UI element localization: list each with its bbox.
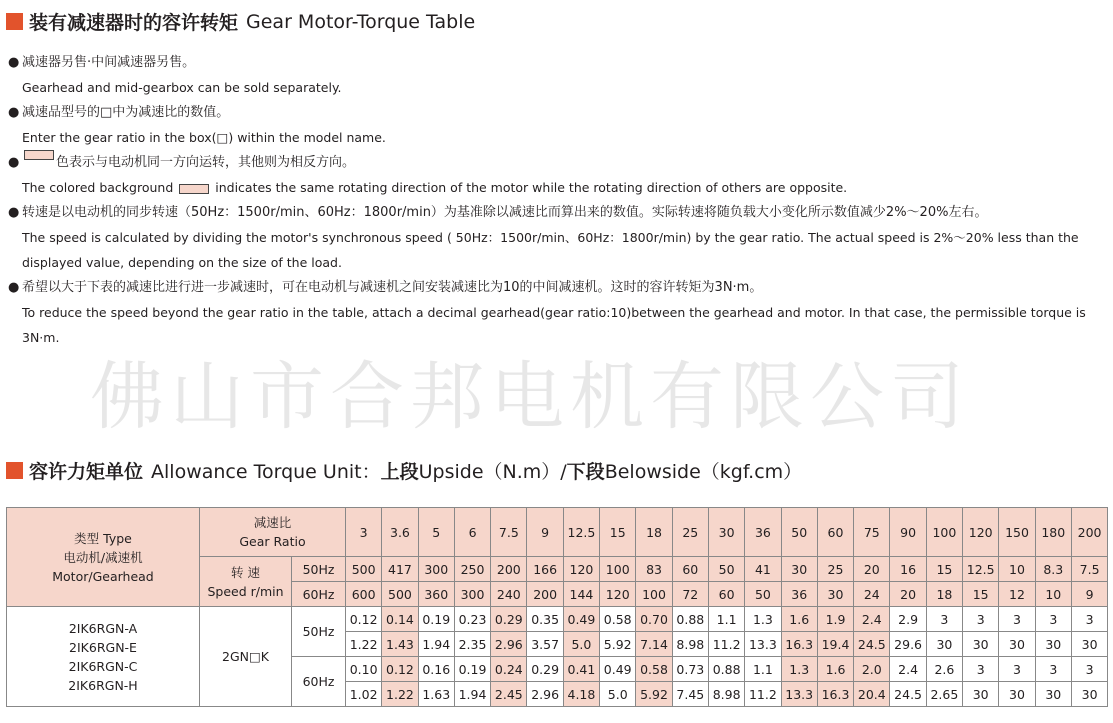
torque-50hz-nm-cell: 0.12 bbox=[346, 607, 382, 632]
torque-50hz-nm-cell: 3 bbox=[1071, 607, 1107, 632]
torque-60hz-nm-cell: 0.41 bbox=[563, 657, 599, 682]
torque-60hz-nm-cell: 1.3 bbox=[781, 657, 817, 682]
speed-60hz-cell: 30 bbox=[817, 582, 853, 607]
speed-50hz-cell: 417 bbox=[382, 557, 418, 582]
gear-ratio-cell: 15 bbox=[600, 508, 636, 557]
torque-50hz-nm-cell: 0.70 bbox=[636, 607, 672, 632]
torque-50hz-nm-cell: 1.9 bbox=[817, 607, 853, 632]
torque-60hz-nm-cell: 3 bbox=[999, 657, 1035, 682]
speed-50hz-cell: 60 bbox=[672, 557, 708, 582]
gear-ratio-cell: 3.6 bbox=[382, 508, 418, 557]
torque-50hz-kgf-cell: 30 bbox=[999, 632, 1035, 657]
torque-50hz-kgf-cell: 11.2 bbox=[708, 632, 744, 657]
torque-60hz-nm-cell: 0.58 bbox=[636, 657, 672, 682]
torque-50hz-nm-cell: 0.49 bbox=[563, 607, 599, 632]
note-en: To reduce the speed beyond the gear ratio in the table, attach a decimal gearhead(gear ratio:10)between the gearhead and motor. In that case, the permissible torque is 3N·m. bbox=[22, 305, 1086, 345]
speed-50hz-cell: 100 bbox=[600, 557, 636, 582]
torque-50hz-kgf-cell: 30 bbox=[1035, 632, 1071, 657]
speed-60hz-cell: 240 bbox=[491, 582, 527, 607]
torque-60hz-kgf-cell: 7.45 bbox=[672, 682, 708, 707]
gear-ratio-cell: 100 bbox=[926, 508, 962, 557]
orange-square-icon bbox=[6, 462, 23, 479]
hz50-row-label: 50Hz bbox=[292, 607, 346, 657]
torque-50hz-kgf-cell: 29.6 bbox=[890, 632, 926, 657]
torque-60hz-kgf-cell: 24.5 bbox=[890, 682, 926, 707]
torque-50hz-nm-cell: 2.4 bbox=[854, 607, 890, 632]
gear-ratio-cell: 5 bbox=[418, 508, 454, 557]
gear-ratio-cell: 18 bbox=[636, 508, 672, 557]
torque-60hz-nm-cell: 0.24 bbox=[491, 657, 527, 682]
torque-50hz-nm-cell: 0.88 bbox=[672, 607, 708, 632]
notes-list bbox=[8, 50, 1108, 350]
gear-ratio-cell: 3 bbox=[346, 508, 382, 557]
speed-50hz-cell: 200 bbox=[491, 557, 527, 582]
gear-ratio-cell: 120 bbox=[963, 508, 999, 557]
speed-60hz-cell: 10 bbox=[1035, 582, 1071, 607]
torque-50hz-kgf-cell: 7.14 bbox=[636, 632, 672, 657]
speed-60hz-cell: 36 bbox=[781, 582, 817, 607]
color-swatch-icon bbox=[24, 150, 54, 160]
gear-ratio-cell: 7.5 bbox=[491, 508, 527, 557]
torque-60hz-kgf-cell: 1.94 bbox=[454, 682, 490, 707]
torque-60hz-kgf-cell: 1.22 bbox=[382, 682, 418, 707]
speed-60hz-cell: 144 bbox=[563, 582, 599, 607]
torque-60hz-kgf-cell: 1.63 bbox=[418, 682, 454, 707]
speed-header: 转 速 Speed r/min bbox=[200, 557, 292, 607]
torque-60hz-nm-cell: 3 bbox=[963, 657, 999, 682]
speed-50hz-cell: 41 bbox=[745, 557, 781, 582]
speed-60hz-cell: 50 bbox=[745, 582, 781, 607]
torque-50hz-nm-cell: 1.3 bbox=[745, 607, 781, 632]
torque-50hz-kgf-cell: 1.43 bbox=[382, 632, 418, 657]
speed-50hz-cell: 25 bbox=[817, 557, 853, 582]
section-title-zh: 装有减速器时的容许转矩 bbox=[29, 12, 239, 34]
torque-50hz-kgf-cell: 1.22 bbox=[346, 632, 382, 657]
speed-60hz-cell: 12 bbox=[999, 582, 1035, 607]
torque-50hz-kgf-cell: 19.4 bbox=[817, 632, 853, 657]
torque-50hz-kgf-cell: 16.3 bbox=[781, 632, 817, 657]
torque-50hz-kgf-cell: 3.57 bbox=[527, 632, 563, 657]
torque-50hz-kgf-cell: 30 bbox=[963, 632, 999, 657]
torque-60hz-kgf-cell: 1.02 bbox=[346, 682, 382, 707]
torque-50hz-nm-cell: 3 bbox=[926, 607, 962, 632]
torque-50hz-nm-cell: 3 bbox=[1035, 607, 1071, 632]
torque-50hz-nm-cell: 2.9 bbox=[890, 607, 926, 632]
torque-60hz-nm-cell: 0.49 bbox=[600, 657, 636, 682]
speed-50hz-cell: 20 bbox=[854, 557, 890, 582]
gear-ratio-cell: 9 bbox=[527, 508, 563, 557]
speed-50hz-cell: 250 bbox=[454, 557, 490, 582]
gear-ratio-cell: 30 bbox=[708, 508, 744, 557]
speed-60hz-cell: 120 bbox=[600, 582, 636, 607]
hz60-row-label: 60Hz bbox=[292, 657, 346, 707]
section-title-gear-motor-torque bbox=[6, 8, 475, 35]
speed-50hz-cell: 8.3 bbox=[1035, 557, 1071, 582]
note-en: Gearhead and mid-gearbox can be sold separately. bbox=[22, 80, 342, 95]
speed-50hz-cell: 300 bbox=[418, 557, 454, 582]
torque-60hz-nm-cell: 0.16 bbox=[418, 657, 454, 682]
note-zh: ● 减速品型号的□中为减速比的数值。 bbox=[8, 105, 230, 120]
unit-text: Belowside（kgf.cm） bbox=[604, 461, 803, 483]
type-header: 类型 Type 电动机/减速机 Motor/Gearhead bbox=[7, 508, 200, 607]
speed-50hz-cell: 83 bbox=[636, 557, 672, 582]
note-en: Enter the gear ratio in the box(□) within the model name. bbox=[22, 130, 386, 145]
torque-50hz-nm-cell: 1.6 bbox=[781, 607, 817, 632]
torque-60hz-nm-cell: 0.73 bbox=[672, 657, 708, 682]
note-zh: ● 色表示与电动机同一方向运转，其他则为相反方向。 bbox=[8, 150, 1108, 175]
color-swatch-icon bbox=[179, 184, 209, 194]
gear-ratio-cell: 6 bbox=[454, 508, 490, 557]
speed-60hz-cell: 300 bbox=[454, 582, 490, 607]
speed-60hz-cell: 24 bbox=[854, 582, 890, 607]
torque-50hz-nm-cell: 0.19 bbox=[418, 607, 454, 632]
speed-60hz-cell: 200 bbox=[527, 582, 563, 607]
torque-60hz-nm-cell: 2.6 bbox=[926, 657, 962, 682]
speed-60hz-cell: 100 bbox=[636, 582, 672, 607]
torque-50hz-kgf-cell: 1.94 bbox=[418, 632, 454, 657]
gear-ratio-header: 减速比 Gear Ratio bbox=[200, 508, 346, 557]
upside-label: 上段 bbox=[380, 461, 419, 483]
speed-50hz-cell: 7.5 bbox=[1071, 557, 1107, 582]
torque-60hz-kgf-cell: 30 bbox=[963, 682, 999, 707]
speed-60hz-cell: 600 bbox=[346, 582, 382, 607]
gear-ratio-cell: 36 bbox=[745, 508, 781, 557]
torque-50hz-nm-cell: 0.58 bbox=[600, 607, 636, 632]
torque-60hz-nm-cell: 3 bbox=[1071, 657, 1107, 682]
torque-60hz-kgf-cell: 2.45 bbox=[491, 682, 527, 707]
torque-60hz-kgf-cell: 30 bbox=[1071, 682, 1107, 707]
section-title-zh: 容许力矩单位 bbox=[29, 461, 144, 483]
speed-50hz-cell: 500 bbox=[346, 557, 382, 582]
torque-50hz-nm-cell: 3 bbox=[963, 607, 999, 632]
gear-ratio-cell: 90 bbox=[890, 508, 926, 557]
speed-60hz-cell: 360 bbox=[418, 582, 454, 607]
gear-ratio-cell: 75 bbox=[854, 508, 890, 557]
torque-60hz-kgf-cell: 13.3 bbox=[781, 682, 817, 707]
speed-60hz-cell: 60 bbox=[708, 582, 744, 607]
torque-50hz-nm-cell: 3 bbox=[999, 607, 1035, 632]
speed-50hz-cell: 30 bbox=[781, 557, 817, 582]
motor-models: 2IK6RGN-A 2IK6RGN-E 2IK6RGN-C 2IK6RGN-H bbox=[7, 607, 200, 707]
torque-50hz-nm-cell: 0.29 bbox=[491, 607, 527, 632]
company-watermark: 佛山市合邦电机有限公司 bbox=[90, 354, 970, 440]
hz60-label: 60Hz bbox=[292, 582, 346, 607]
torque-60hz-kgf-cell: 11.2 bbox=[745, 682, 781, 707]
torque-50hz-nm-cell: 0.35 bbox=[527, 607, 563, 632]
unit-text: Upside（N.m）/ bbox=[418, 461, 567, 483]
torque-50hz-kgf-cell: 24.5 bbox=[854, 632, 890, 657]
speed-60hz-cell: 18 bbox=[926, 582, 962, 607]
torque-60hz-kgf-cell: 30 bbox=[1035, 682, 1071, 707]
torque-60hz-nm-cell: 2.0 bbox=[854, 657, 890, 682]
gearhead-model: 2GN□K bbox=[200, 607, 292, 707]
section-title-en: Gear Motor-Torque Table bbox=[246, 10, 476, 33]
speed-60hz-cell: 15 bbox=[963, 582, 999, 607]
speed-60hz-cell: 20 bbox=[890, 582, 926, 607]
torque-60hz-kgf-cell: 5.0 bbox=[600, 682, 636, 707]
torque-60hz-nm-cell: 0.12 bbox=[382, 657, 418, 682]
torque-50hz-kgf-cell: 13.3 bbox=[745, 632, 781, 657]
speed-60hz-cell: 500 bbox=[382, 582, 418, 607]
torque-60hz-kgf-cell: 8.98 bbox=[708, 682, 744, 707]
speed-50hz-cell: 50 bbox=[708, 557, 744, 582]
gear-ratio-cell: 12.5 bbox=[563, 508, 599, 557]
torque-60hz-nm-cell: 1.1 bbox=[745, 657, 781, 682]
torque-60hz-nm-cell: 0.19 bbox=[454, 657, 490, 682]
torque-60hz-kgf-cell: 4.18 bbox=[563, 682, 599, 707]
speed-50hz-cell: 10 bbox=[999, 557, 1035, 582]
torque-50hz-nm-cell: 1.1 bbox=[708, 607, 744, 632]
torque-50hz-kgf-cell: 5.92 bbox=[600, 632, 636, 657]
gear-ratio-cell: 150 bbox=[999, 508, 1035, 557]
torque-60hz-nm-cell: 0.29 bbox=[527, 657, 563, 682]
torque-60hz-nm-cell: 3 bbox=[1035, 657, 1071, 682]
note-en: The colored background indicates the same rotating direction of the motor while the rotating direction of others are opposite. bbox=[22, 180, 848, 195]
speed-50hz-cell: 12.5 bbox=[963, 557, 999, 582]
speed-50hz-cell: 16 bbox=[890, 557, 926, 582]
torque-60hz-kgf-cell: 5.92 bbox=[636, 682, 672, 707]
torque-60hz-kgf-cell: 30 bbox=[999, 682, 1035, 707]
gear-ratio-cell: 50 bbox=[781, 508, 817, 557]
torque-50hz-nm-cell: 0.23 bbox=[454, 607, 490, 632]
section-title-allowance-torque bbox=[6, 457, 802, 484]
torque-60hz-nm-cell: 2.4 bbox=[890, 657, 926, 682]
gear-ratio-cell: 180 bbox=[1035, 508, 1071, 557]
torque-60hz-nm-cell: 1.6 bbox=[817, 657, 853, 682]
gear-ratio-cell: 25 bbox=[672, 508, 708, 557]
torque-table bbox=[6, 507, 1108, 707]
hz50-label: 50Hz bbox=[292, 557, 346, 582]
torque-50hz-kgf-cell: 8.98 bbox=[672, 632, 708, 657]
speed-60hz-cell: 72 bbox=[672, 582, 708, 607]
torque-60hz-kgf-cell: 2.65 bbox=[926, 682, 962, 707]
speed-50hz-cell: 166 bbox=[527, 557, 563, 582]
note-zh: ● 减速器另售·中间减速器另售。 bbox=[8, 55, 196, 70]
torque-50hz-nm-cell: 0.14 bbox=[382, 607, 418, 632]
torque-50hz-kgf-cell: 5.0 bbox=[563, 632, 599, 657]
gear-ratio-cell: 200 bbox=[1071, 508, 1107, 557]
gear-ratio-cell: 60 bbox=[817, 508, 853, 557]
note-zh: ● 转速是以电动机的同步转速（50Hz：1500r/min、60Hz：1800r/min）为基准除以减速比而算出来的数值。实际转速将随负载大小变化所示数值减少2%～20%左右。 bbox=[8, 205, 988, 220]
torque-50hz-kgf-cell: 2.35 bbox=[454, 632, 490, 657]
torque-60hz-nm-cell: 0.88 bbox=[708, 657, 744, 682]
torque-60hz-kgf-cell: 16.3 bbox=[817, 682, 853, 707]
note-en: The speed is calculated by dividing the motor's synchronous speed ( 50Hz：1500r/min、60Hz：1800r/min) by the gear ratio. The actual speed is 2%～20% less than the displayed value, depending on the size of the load. bbox=[22, 230, 1079, 270]
torque-60hz-kgf-cell: 2.96 bbox=[527, 682, 563, 707]
torque-50hz-kgf-cell: 2.96 bbox=[491, 632, 527, 657]
torque-50hz-kgf-cell: 30 bbox=[926, 632, 962, 657]
unit-text: Allowance Torque Unit： bbox=[151, 461, 381, 483]
torque-60hz-nm-cell: 0.10 bbox=[346, 657, 382, 682]
belowside-label: 下段 bbox=[566, 461, 605, 483]
speed-50hz-cell: 120 bbox=[563, 557, 599, 582]
orange-square-icon bbox=[6, 13, 23, 30]
speed-50hz-cell: 15 bbox=[926, 557, 962, 582]
note-zh: ● 希望以大于下表的减速比进行进一步减速时，可在电动机与减速机之间安装减速比为10的中间减速机。这时的容许转矩为3N·m。 bbox=[8, 280, 763, 295]
speed-60hz-cell: 9 bbox=[1071, 582, 1107, 607]
torque-60hz-kgf-cell: 20.4 bbox=[854, 682, 890, 707]
torque-50hz-kgf-cell: 30 bbox=[1071, 632, 1107, 657]
